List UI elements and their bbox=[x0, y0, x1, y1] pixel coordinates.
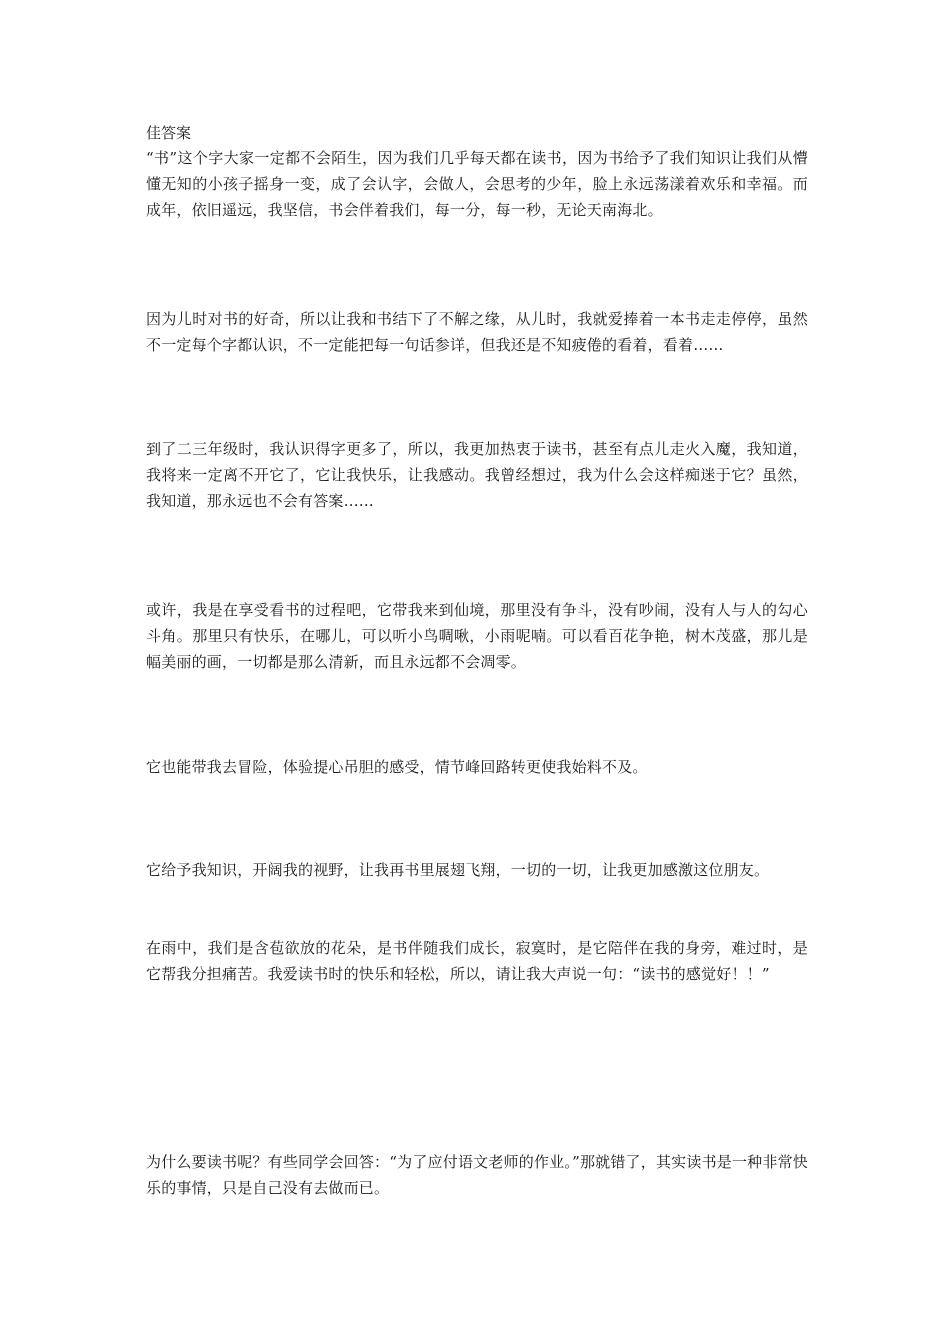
paragraph-3: 到了二三年级时，我认识得字更多了，所以，我更加热衷于读书，甚至有点儿走火入魔，我知道，我将来一定离不开它了，它让我快乐，让我感动。我曾经想过，我为什么会这样痴迷于它？虽然，我知道，那永远也不会有答案…… bbox=[146, 440, 808, 510]
paragraph-4: 或许，我是在享受看书的过程吧，它带我来到仙境，那里没有争斗，没有吵闹，没有人与人的勾心斗角。那里只有快乐，在哪儿，可以听小鸟啁啾，小雨呢喃。可以看百花争艳，树木茂盛，那儿是幅美丽的画，一切都是那么清新，而且永远都不会凋零。 bbox=[146, 601, 808, 671]
paragraph-6: 它给予我知识，开阔我的视野，让我再书里展翅飞翔，一切的一切，让我更加感激这位朋友。 bbox=[146, 861, 770, 879]
paragraph-1: “书”这个字大家一定都不会陌生，因为我们几乎每天都在读书，因为书给予了我们知识让我们从懵懂无知的小孩子摇身一变，成了会认字，会做人，会思考的少年，脸上永远荡漾着欢乐和幸福。而成年，依旧遥远，我坚信，书会伴着我们，每一分，每一秒，无论天南海北。 bbox=[146, 149, 808, 219]
paragraph-5: 它也能带我去冒险，体验提心吊胆的感受，情节峰回路转更使我始料不及。 bbox=[146, 758, 648, 776]
paragraph-7: 在雨中，我们是含苞欲放的花朵，是书伴随我们成长，寂寞时，是它陪伴在我的身旁，难过时，是它帮我分担痛苦。我爱读书时的快乐和轻松，所以，请让我大声说一句：“读书的感觉好！！” bbox=[146, 939, 808, 983]
paragraph-8: 为什么要读书呢？有些同学会回答：“为了应付语文老师的作业。”那就错了，其实读书是一种非常快乐的事情，只是自己没有去做而已。 bbox=[146, 1153, 808, 1197]
paragraph-2: 因为儿时对书的好奇，所以让我和书结下了不解之缘，从儿时，我就爱捧着一本书走走停停，虽然不一定每个字都认识，不一定能把每一句话参详，但我还是不知疲倦的看着，看着…… bbox=[146, 310, 808, 354]
document-heading: 佳答案 bbox=[146, 124, 192, 142]
